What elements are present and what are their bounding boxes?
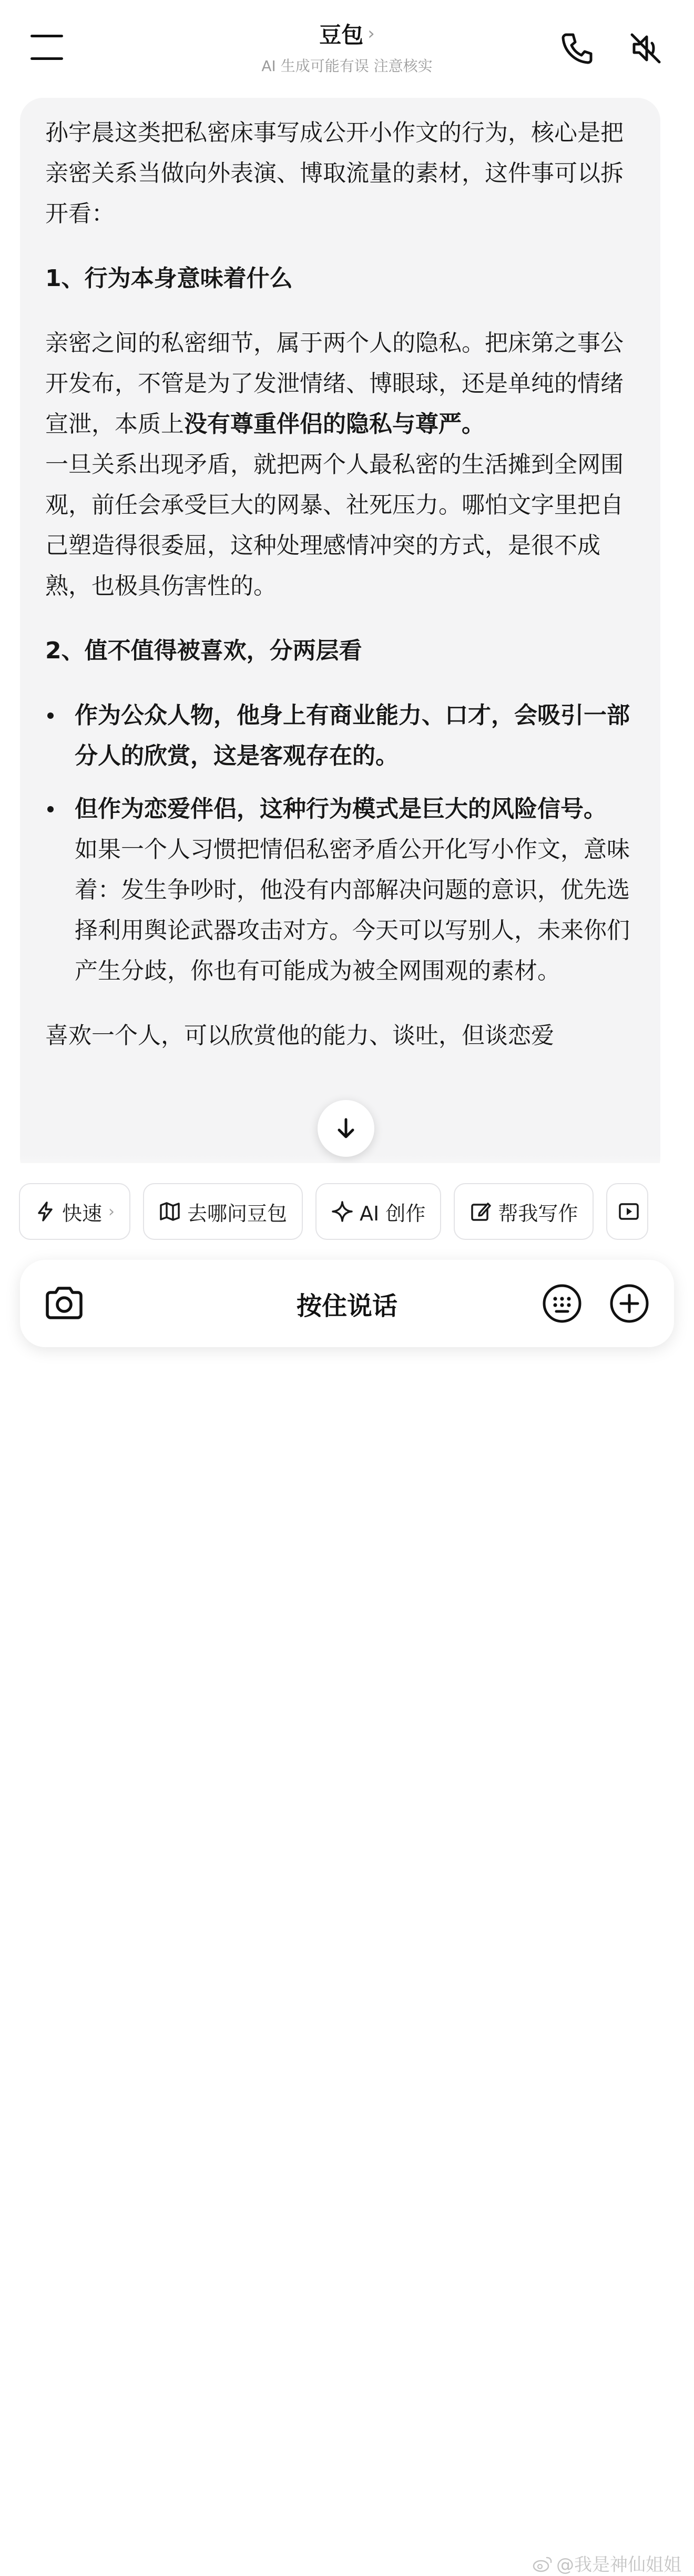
list-item	[45, 789, 639, 991]
input-bar	[20, 1260, 674, 1347]
scroll-to-bottom-button[interactable]	[318, 1100, 374, 1157]
chevron-right-icon: ›	[368, 23, 375, 44]
video-icon	[618, 1200, 640, 1223]
chip-fast-mode[interactable]	[19, 1183, 130, 1240]
section1-text: 亲密之间的私密细节，属于两个人的隐私。把床第之事公开发布，不管是为了发泄情绪、博眼球，还是单纯的情绪宣泄，本质上	[45, 330, 624, 437]
chip-label: AI 创作	[360, 1202, 426, 1225]
truncated-line: 喜欢一个人，可以欣赏他的能力、谈吐，但谈恋爱	[45, 1022, 554, 1049]
section-heading-1: 1、行为本身意味着什么	[45, 265, 293, 292]
chip-label: 去哪问豆包	[187, 1202, 288, 1225]
speaker-muted-icon[interactable]	[627, 29, 665, 67]
watermark-text: @我是神仙姐姐	[556, 2554, 681, 2575]
top-bar	[0, 0, 694, 95]
chip-video[interactable]	[606, 1183, 648, 1240]
chip-label: 帮我写作	[498, 1202, 578, 1225]
bot-title-text: 豆包	[319, 22, 364, 48]
phone-icon[interactable]	[557, 29, 595, 67]
bullet-1-text: 作为公众人物，他身上有商业能力、口才，会吸引一部分人的欣赏，这是客观存在的。	[75, 702, 630, 769]
ai-disclaimer: AI 生成可能有误 注意核实	[261, 57, 433, 75]
section-heading-2: 2、值不值得被喜欢，分两层看	[45, 637, 362, 664]
chip-where-to-ask[interactable]	[143, 1183, 303, 1240]
message-content	[45, 113, 639, 1056]
sparkle-icon	[331, 1200, 353, 1223]
keyboard-icon[interactable]	[540, 1282, 584, 1325]
watermark	[532, 2550, 681, 2576]
map-icon	[159, 1200, 181, 1223]
list-item	[45, 695, 639, 776]
ai-message-bubble	[20, 98, 660, 1181]
camera-icon[interactable]	[42, 1281, 86, 1325]
lightning-icon	[35, 1201, 56, 1222]
section1-paragraph-2: 一旦关系出现矛盾，就把两个人最私密的生活摊到全网围观，前任会承受巨大的网暴、社死压力。哪怕文字里把自己塑造得很委屈，这种处理感情冲突的方式，是很不成熟，也极具伤害性的。	[45, 451, 624, 599]
quick-action-chips	[19, 1183, 648, 1240]
bullet-2-heading: 但作为恋爱伴侣，这种行为模式是巨大的风险信号。	[75, 796, 607, 822]
plus-icon[interactable]	[608, 1282, 651, 1325]
bot-title[interactable]	[319, 18, 375, 49]
bullet-list	[45, 695, 639, 991]
section1-emphasis: 没有尊重伴侣的隐私与尊严。	[184, 411, 485, 437]
chip-ai-create[interactable]	[315, 1183, 441, 1240]
arrow-down-icon	[334, 1116, 358, 1141]
edit-icon	[470, 1200, 492, 1223]
bullet-2-body: 如果一个人习惯把情侣私密矛盾公开化写小作文，意味着：发生争吵时，他没有内部解决问题的意识，优先选择利用舆论武器攻击对方。今天可以写别人，未来你们产生分歧，你也有可能成为被全网围观的素材。	[75, 836, 630, 984]
section1-paragraph-1	[45, 323, 639, 444]
intro-paragraph: 孙宇晨这类把私密床事写成公开小作文的行为，核心是把亲密关系当做向外表演、博取流量的素材，这件事可以拆开看：	[45, 119, 624, 227]
weibo-icon	[532, 2554, 553, 2572]
hold-to-talk-button[interactable]: 按住说话	[296, 1291, 397, 1321]
bottom-panel	[0, 1163, 694, 2575]
chip-label: 快速	[62, 1202, 103, 1225]
chevron-right-icon: ›	[108, 1202, 115, 1221]
chip-help-write[interactable]	[454, 1183, 594, 1240]
